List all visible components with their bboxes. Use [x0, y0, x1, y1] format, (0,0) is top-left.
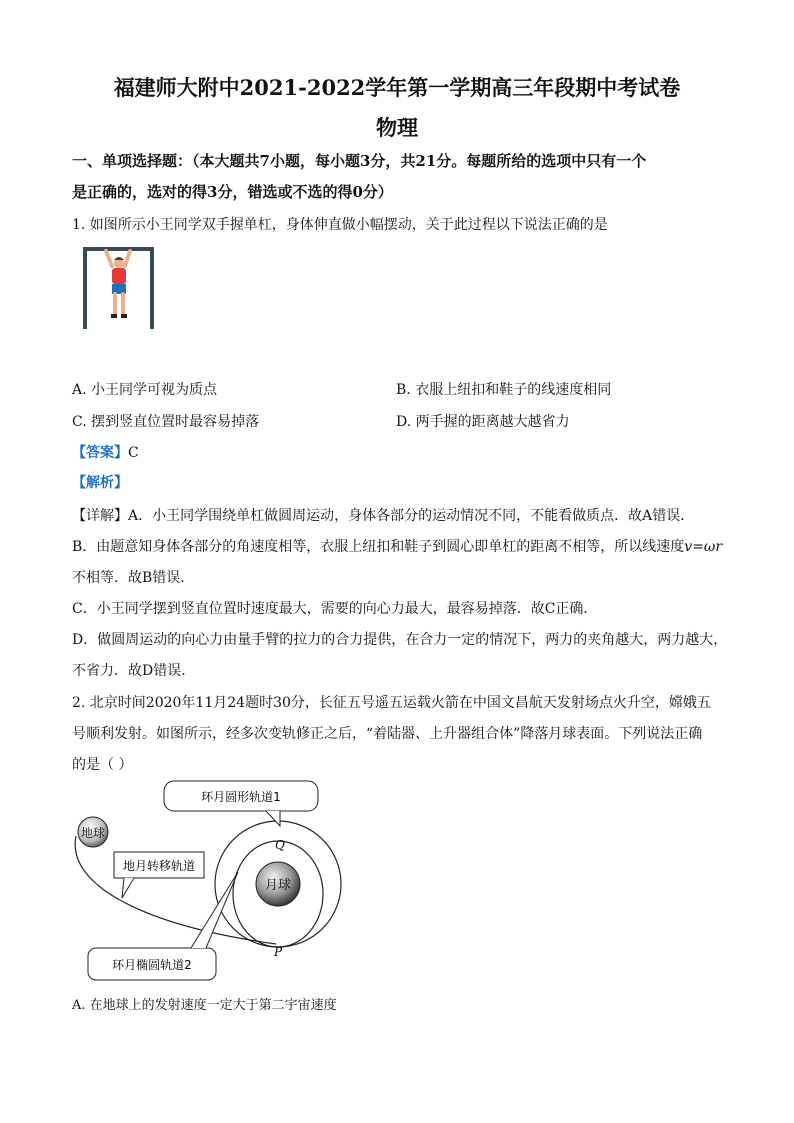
detail-line: A．小王同学围绕单杠做圆周运动，身体各部分的运动情况不同，不能看做质点．故A错误． — [128, 508, 695, 524]
q1-answer — [72, 442, 139, 462]
q2-option-a: A. 在地球上的发射速度一定大于第二宇宙速度 — [72, 998, 337, 1013]
orbit1-label: 环月圆形轨道1 — [201, 790, 281, 804]
q1-detail-d: D．做圆周运动的向心力由量手臂的拉力的合力提供，在合力一定的情况下，两力的夹角越大，两力越大， — [72, 632, 728, 648]
horizontal-bar — [83, 247, 154, 251]
q1-option-c: C. 摆到竖直位置时最容易掉落 — [72, 414, 260, 430]
pullup-figure — [78, 244, 160, 332]
page-title: 福建师大附中2021-2022学年第一学期高三年段期中考试卷 — [113, 75, 681, 100]
q1-option-a: A. 小王同学可视为质点 — [72, 382, 218, 398]
q1-detail-a — [72, 505, 694, 525]
orbit-diagram — [66, 776, 356, 988]
point-q-label: Q — [275, 838, 285, 852]
section-heading-line2: 是正确的，选对的得3分，错选或不选的得0分） — [72, 183, 393, 201]
left-post — [83, 247, 87, 329]
q1-option-b: B. 衣服上纽扣和鞋子的线速度相同 — [396, 382, 612, 398]
q1-detail-c: C．小王同学摆到竖直位置时速度最大，需要的向心力最大，最容易掉落．故C正确． — [72, 601, 598, 617]
transfer-label: 地月转移轨道 — [122, 859, 196, 873]
detail-line: B．由题意知身体各部分的角速度相等，衣服上纽扣和鞋子到圆心即单杠的距离不相等，所以线速度 — [72, 539, 685, 555]
q1-option-d: D. 两手握的距离越大越省力 — [396, 414, 570, 430]
q1-detail-d2: 不省力．故D错误． — [72, 663, 196, 679]
q2-stem-line1: 2. 北京时间2020年11月24题时30分，长征五号遥五运载火箭在中国文昌航天发射场点火升空，嫦娥五 — [72, 695, 711, 711]
q1-detail-b — [72, 536, 722, 556]
q1-detail-b2: 不相等．故B错误． — [72, 570, 195, 586]
analysis-tag: 【解析】 — [72, 475, 128, 491]
moon-label: 月球 — [264, 878, 292, 893]
q2-stem-line2: 号顺利发射。如图所示，经多次变轨修正之后，“着陆器、上升器组合体”降落月球表面。下列说法正确 — [72, 726, 703, 742]
right-post — [150, 247, 154, 329]
point-p-label: P — [274, 945, 283, 959]
q1-stem: 1. 如图所示小王同学双手握单杠，身体伸直做小幅摆动，关于此过程以下说法正确的是 — [72, 217, 608, 233]
detail-tag: 【详解】 — [72, 508, 128, 524]
subject-title: 物理 — [376, 115, 418, 140]
answer-tag: 【答案】 — [72, 445, 128, 461]
answer-value: C — [128, 445, 139, 461]
formula: v=ωr — [684, 539, 723, 555]
earth-label: 地球 — [80, 826, 106, 840]
orbit2-label: 环月椭圆轨道2 — [112, 958, 192, 972]
q1-analysis-tag — [72, 472, 128, 492]
q2-stem-line3: 的是（ ） — [72, 757, 133, 773]
section-heading-line1: 一、单项选择题：（本大题共7小题，每小题3分，共21分。每题所给的选项中只有一个 — [72, 152, 647, 170]
